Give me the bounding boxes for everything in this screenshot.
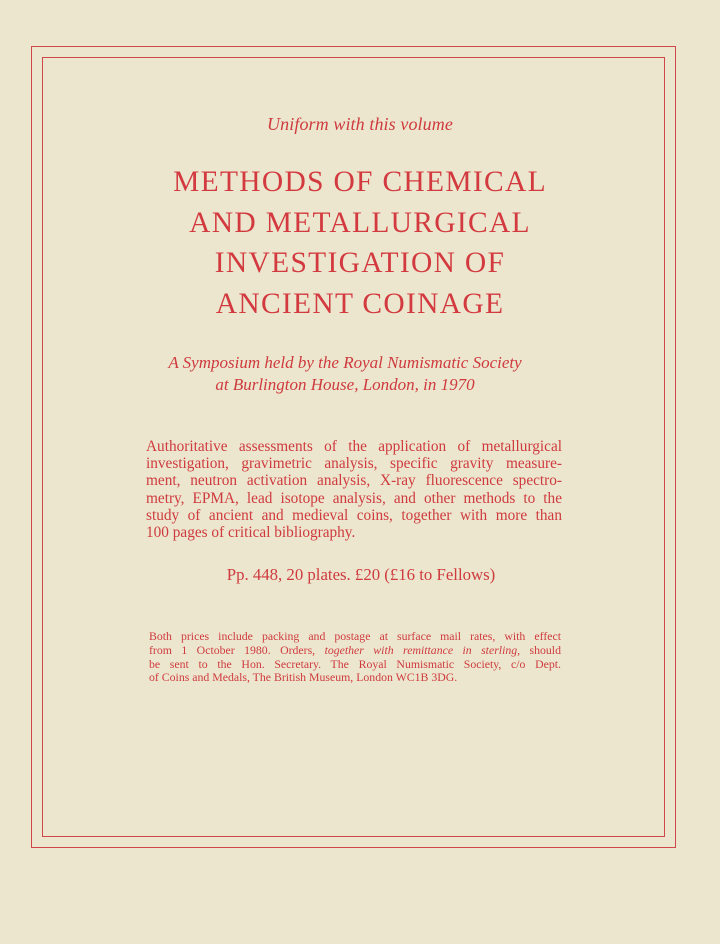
description-line: metry, EPMA, lead isotope analysis, and other methods to the: [146, 489, 562, 507]
book-title: [0, 162, 720, 324]
notice-text: should: [520, 642, 561, 657]
title-line: INVESTIGATION OF: [214, 247, 506, 279]
notice-text: from 1 October 1980. Orders,: [149, 642, 325, 657]
subtitle-line: at Burlington House, London, in 1970: [215, 375, 475, 394]
title-line: METHODS OF CHEMICAL: [173, 166, 547, 198]
symposium-subtitle: [0, 352, 690, 396]
title-line: ANCIENT COINAGE: [215, 287, 505, 320]
uniform-note: Uniform with this volume: [267, 114, 453, 134]
notice-line: be sent to the Hon. Secretary. The Royal Numismatic Society, c/o Dept.: [149, 656, 561, 671]
description-line: study of ancient and medieval coins, together with more than: [146, 506, 562, 524]
notice-line: Both prices include packing and postage at surface mail rates, with effect: [149, 629, 561, 643]
notice-line: of Coins and Medals, The British Museum, London WC1B 3DG.: [149, 670, 458, 685]
price-line: Pp. 448, 20 plates. £20 (£16 to Fellows): [226, 565, 496, 584]
description-line: ment, neutron activation analysis, X-ray fluorescence spectro-: [146, 472, 562, 490]
notice-emphasis: together with remittance in sterling,: [324, 642, 521, 657]
description-paragraph: [146, 438, 562, 541]
ordering-notice: [149, 630, 561, 685]
description-line: 100 pages of critical bibliography.: [146, 524, 356, 542]
subtitle-line: A Symposium held by the Royal Numismatic Society: [168, 353, 522, 372]
title-line: AND METALLURGICAL: [189, 206, 531, 239]
description-line: investigation, gravimetric analysis, specific gravity measure-: [146, 455, 562, 473]
description-line: Authoritative assessments of the application of metallurgical: [146, 438, 562, 455]
notice-line: [149, 644, 561, 658]
